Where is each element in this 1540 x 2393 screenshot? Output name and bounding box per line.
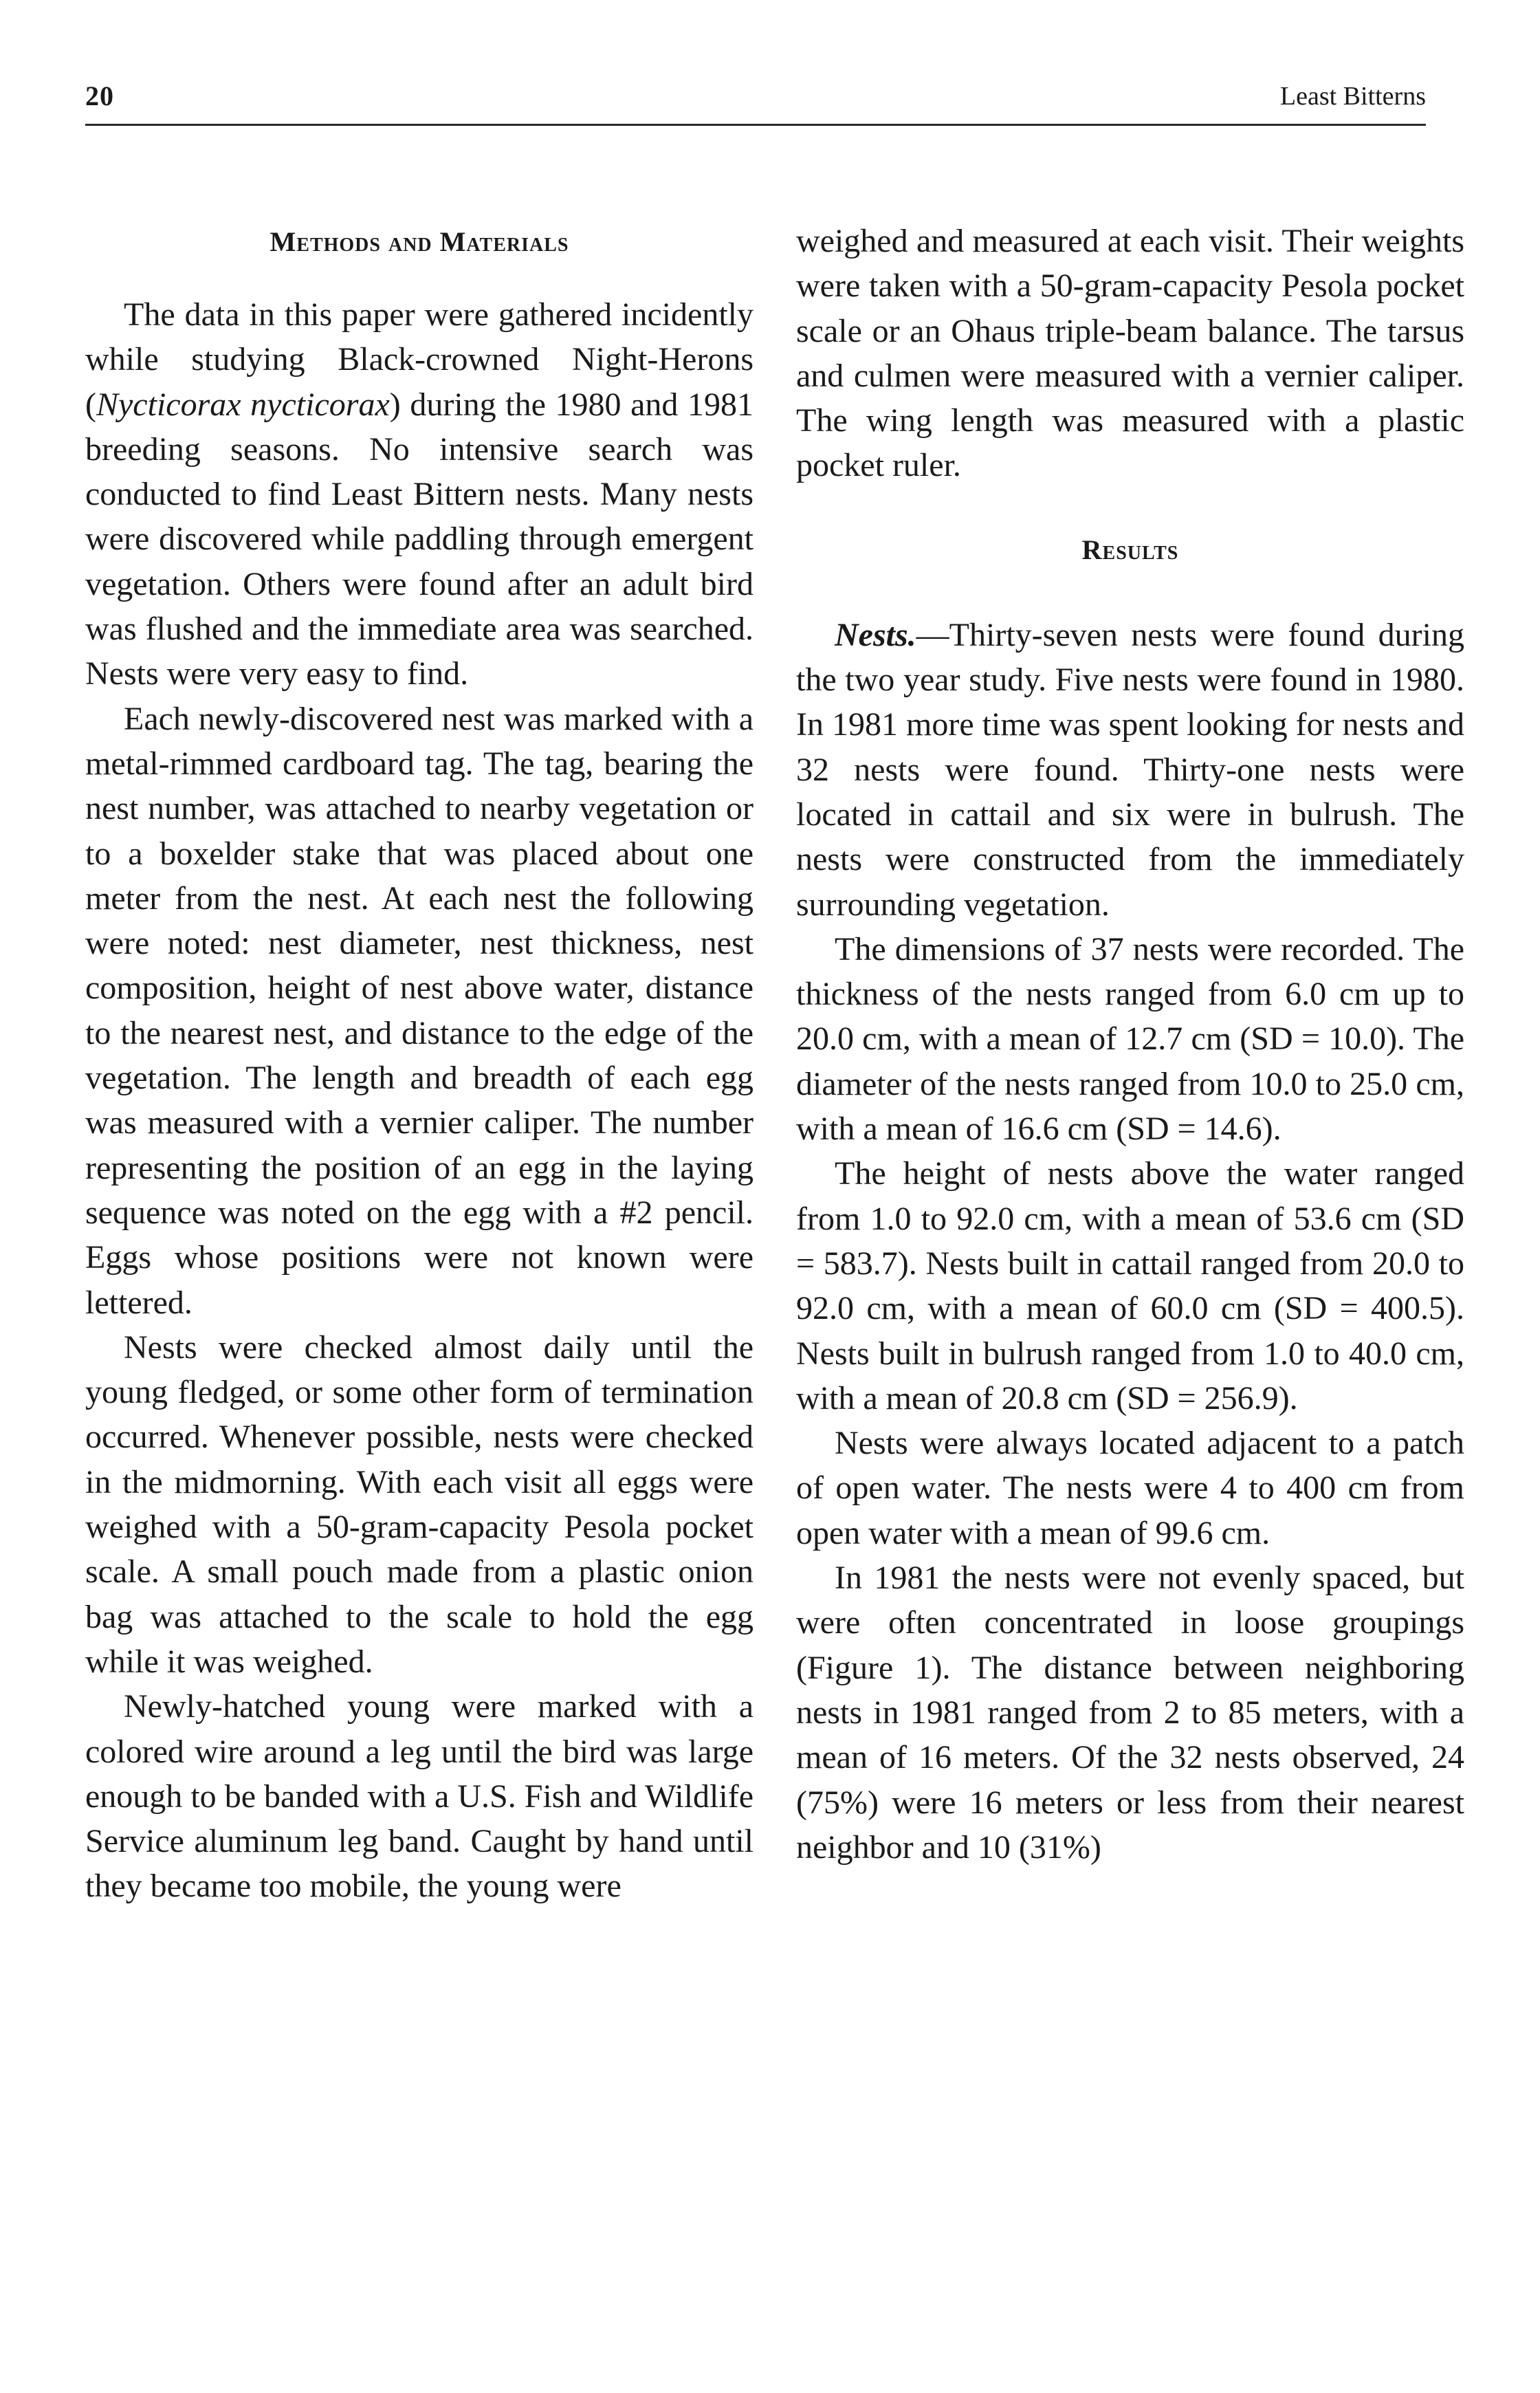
open-water-paragraph: Nests were always located adjacent to a patch of open water. The nests were 4 to 400 cm from open water with a mean of 99.6 cm. [796, 1425, 1464, 1551]
methods-paragraph-2: Each newly-discovered nest was marked with a metal-rimmed cardboard tag. The tag, bearing the nest number, was attached to nearby vegetation or to a boxelder stake that was placed about one meter from the nest. At each nest the following were noted: nest diameter, nest thickness, nest composition, height of nest above water, distance to the nearest nest, and distance to the edge of the vegetation. The length and breadth of each egg was measured with a vernier caliper. The number representing the position of an egg in the laying sequence was noted on the egg with a #2 pencil. Eggs whose positions were not known were lettered. [85, 700, 754, 1321]
nests-paragraph-text: —Thirty-seven nests were found during the two year study. Five nests were found in 1980. In 1981 more time was spent looking for nests and 32 nests were found. Thirty-one nests were located in cattail and six were in bulrush. The nests were constructed from the immediately surrounding vegetation. [796, 616, 1464, 923]
methods-p1-text-before: The data in this paper were gathered incidently while studying Black-crowned Night-Herons ( [85, 296, 754, 423]
nests-run-in-heading: Nests. [835, 616, 916, 653]
running-title: Least Bitterns [1279, 82, 1426, 111]
results-heading: Results [1081, 534, 1179, 565]
left-column [85, 219, 754, 1909]
spacing-paragraph: In 1981 the nests were not evenly spaced, but were often concentrated in loose groupings (Figure 1). The distance between neighboring nests in 1981 ranged from 2 to 85 meters, with a mean of 16 meters. Of the 32 nests observed, 24 (75%) were 16 meters or less from their nearest neighbor and 10 (31%) [796, 1560, 1464, 1866]
page-number: 20 [85, 80, 114, 111]
methods-paragraph-4: Newly-hatched young were marked with a colored wire around a leg until the bird was large enough to be banded with a U.S. Fish and Wildlife Service aluminum leg band. Caught by hand until they became too mobile, the young were [85, 1688, 754, 1905]
methods-heading: Methods and Materials [270, 226, 569, 257]
scientific-name: Nycticorax nycticorax [96, 386, 390, 423]
methods-paragraph-continued: weighed and measured at each visit. Their weights were taken with a 50-gram-capacity Pesola pocket scale or an Ohaus triple-beam balance. The tarsus and culmen were measured with a vernier caliper. The wing length was measured with a plastic pocket ruler. [796, 223, 1464, 484]
nests-paragraph [796, 613, 1464, 927]
methods-paragraph-1 [85, 292, 754, 697]
methods-paragraph-3: Nests were checked almost daily until the young fledged, or some other form of termination occurred. Whenever possible, nests were checked in the midmorning. With each visit all eggs were weighed with a 50-gram-capacity Pesola pocket scale. A small pouch made from a plastic onion bag was attached to the scale to hold the egg while it was weighed. [85, 1329, 754, 1680]
page-header [85, 74, 1426, 126]
height-paragraph: The height of nests above the water ranged from 1.0 to 92.0 cm, with a mean of 53.6 cm (SD = 583.7). Nests built in cattail ranged from 20.0 to 92.0 cm, with a mean of 60.0 cm (SD = 400.5). Nests built in bulrush ranged from 1.0 to 40.0 cm, with a mean of 20.8 cm (SD = 256.9). [796, 1155, 1464, 1417]
methods-p1-text-after: ) during the 1980 and 1981 breeding seasons. No intensive search was conducted to find Least Bittern nests. Many nests were discovered while paddling through emergent vegetation. Others were found after an adult bird was flushed and the immediate area was searched. Nests were very easy to find. [85, 386, 754, 692]
right-column [796, 219, 1464, 1870]
dimensions-paragraph: The dimensions of 37 nests were recorded. The thickness of the nests ranged from 6.0 cm up to 20.0 cm, with a mean of 12.7 cm (SD = 10.0). The diameter of the nests ranged from 10.0 to 25.0 cm, with a mean of 16.6 cm (SD = 14.6). [796, 930, 1464, 1148]
